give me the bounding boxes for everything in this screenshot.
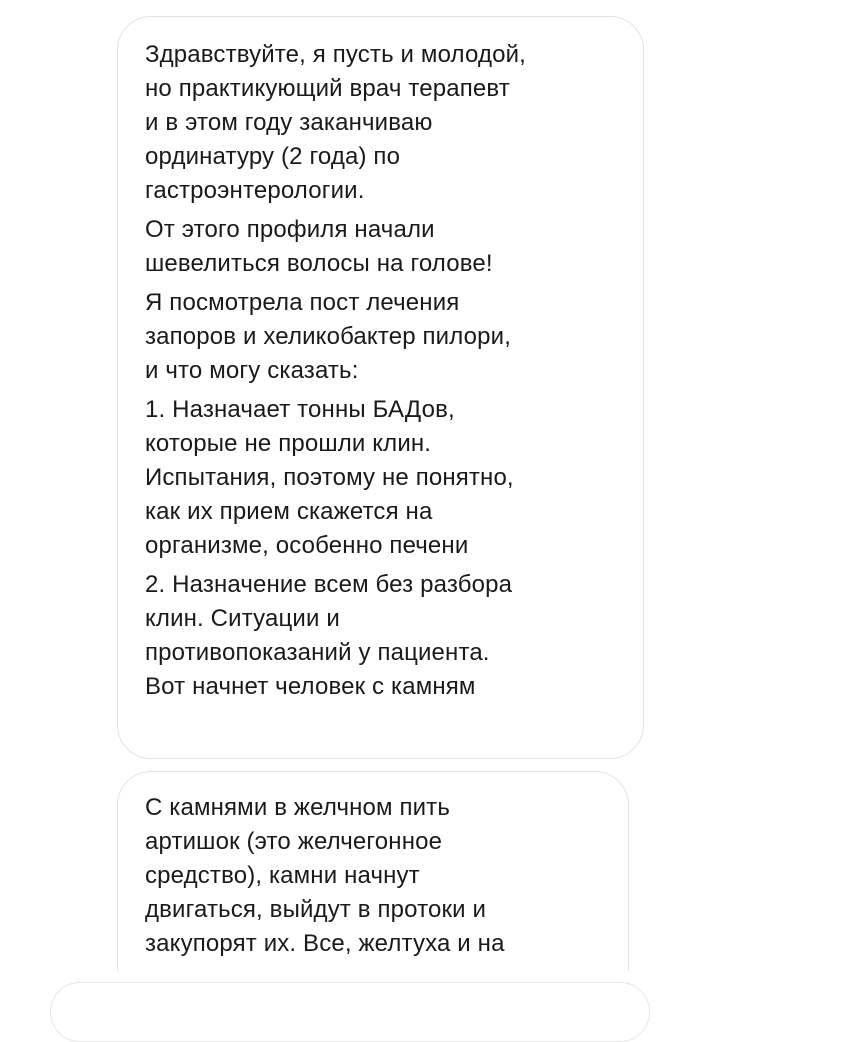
message-line: Вот начнет человек с камням xyxy=(145,673,476,700)
message-line: От этого профиля начали xyxy=(145,216,435,243)
message-line: Я посмотрела пост лечения xyxy=(145,289,460,316)
message-line: двигаться, выйдут в протоки и xyxy=(145,896,487,923)
message-line: запоров и хеликобактер пилори, xyxy=(145,323,512,350)
message-bubble-3-partial xyxy=(50,982,650,1042)
message-line: Здравствуйте, я пусть и молодой, xyxy=(145,41,526,68)
message-line: организме, особенно печени xyxy=(145,532,469,559)
message-bubble-1 xyxy=(117,16,644,759)
message-line: Испытания, поэтому не понятно, xyxy=(145,464,514,491)
message-line: закупорят их. Все, желтуха и на xyxy=(145,930,505,957)
message-paragraph xyxy=(145,791,612,961)
message-bubble-2 xyxy=(117,771,629,971)
message-line: средство), камни начнут xyxy=(145,862,420,889)
message-line: гастроэнтерологии. xyxy=(145,177,365,204)
message-paragraph xyxy=(145,213,627,281)
message-line: 1. Назначает тонны БАДов, xyxy=(145,396,455,423)
message-line: противопоказаний у пациента. xyxy=(145,639,490,666)
message-line: ординатуру (2 года) по xyxy=(145,143,401,170)
message-line: но практикующий врач терапевт xyxy=(145,75,510,102)
message-line: и в этом году заканчиваю xyxy=(145,109,433,136)
message-line: С камнями в желчном пить xyxy=(145,794,450,821)
message-line: артишок (это желчегонное xyxy=(145,828,443,855)
message-line: которые не прошли клин. xyxy=(145,430,432,457)
message-line: и что могу сказать: xyxy=(145,357,359,384)
message-line: клин. Ситуации и xyxy=(145,605,340,632)
message-paragraph xyxy=(145,568,627,704)
message-paragraph xyxy=(145,286,627,388)
message-paragraph xyxy=(145,38,627,208)
message-paragraph xyxy=(145,393,627,563)
message-line: шевелиться волосы на голове! xyxy=(145,250,493,277)
message-line: как их прием скажется на xyxy=(145,498,433,525)
message-line: 2. Назначение всем без разбора xyxy=(145,571,513,598)
